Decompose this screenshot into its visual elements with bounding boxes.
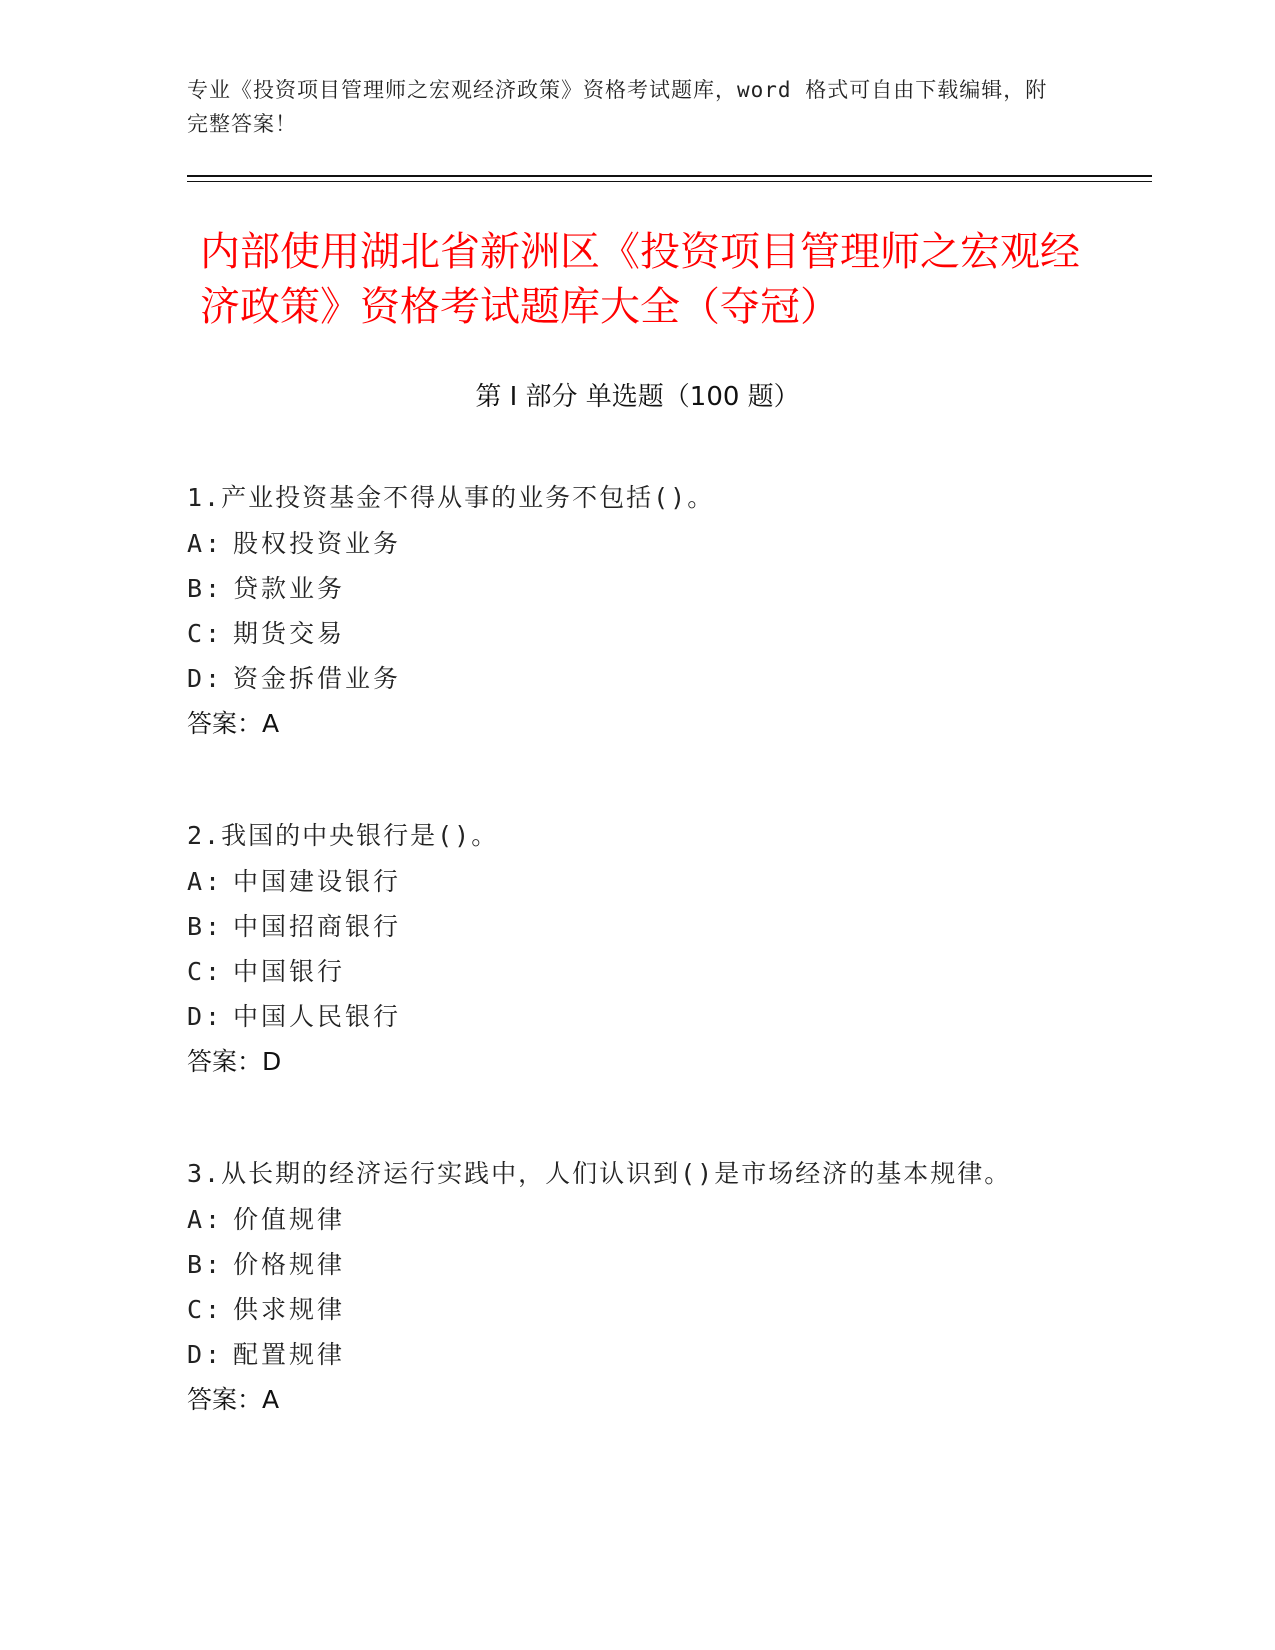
option-letter: D:: [187, 1340, 224, 1369]
section-title: 第 I 部分 单选题（100 题）: [475, 382, 800, 412]
option-b: [187, 1242, 1107, 1287]
option-letter: B:: [187, 574, 224, 603]
option-d: [187, 1332, 1107, 1377]
option-text: 价值规律: [233, 1205, 346, 1234]
option-letter: C:: [187, 1295, 224, 1324]
question-stem: 1.产业投资基金不得从事的业务不包括()。: [187, 483, 715, 512]
option-text: 中国人民银行: [233, 1002, 402, 1031]
question-2: [187, 813, 1107, 1085]
option-letter: B:: [187, 1250, 224, 1279]
option-c: [187, 949, 1107, 994]
option-text: 期货交易: [233, 619, 346, 648]
option-text: 中国招商银行: [233, 912, 402, 941]
question-list: [187, 475, 1107, 1489]
option-letter: D:: [187, 1002, 224, 1031]
option-a: [187, 521, 1107, 566]
answer: 答案：D: [187, 1047, 282, 1076]
option-d: [187, 656, 1107, 701]
option-c: [187, 1287, 1107, 1332]
option-text: 资金拆借业务: [233, 664, 402, 693]
option-text: 供求规律: [233, 1295, 346, 1324]
option-c: [187, 611, 1107, 656]
option-letter: B:: [187, 912, 224, 941]
option-letter: A:: [187, 1205, 224, 1234]
option-text: 股权投资业务: [233, 529, 402, 558]
header-rule-thick: [187, 175, 1152, 177]
question-1: [187, 475, 1107, 747]
option-letter: A:: [187, 529, 224, 558]
option-text: 中国建设银行: [233, 867, 402, 896]
option-b: [187, 904, 1107, 949]
option-letter: A:: [187, 867, 224, 896]
option-letter: D:: [187, 664, 224, 693]
header-rule-thin: [187, 181, 1152, 182]
option-a: [187, 859, 1107, 904]
header-note: 专业《投资项目管理师之宏观经济政策》资格考试题库，word 格式可自由下载编辑，附完整答案！: [187, 78, 1048, 136]
option-text: 中国银行: [233, 957, 346, 986]
option-b: [187, 566, 1107, 611]
question-stem: 2.我国的中央银行是()。: [187, 821, 499, 850]
answer: 答案：A: [187, 1385, 280, 1414]
option-letter: C:: [187, 957, 224, 986]
document-title: 内部使用湖北省新洲区《投资项目管理师之宏观经济政策》资格考试题库大全（夺冠）: [200, 229, 1080, 330]
option-text: 配置规律: [233, 1340, 346, 1369]
option-text: 价格规律: [233, 1250, 346, 1279]
option-text: 贷款业务: [233, 574, 346, 603]
answer: 答案：A: [187, 709, 280, 738]
question-3: [187, 1151, 1107, 1423]
option-d: [187, 994, 1107, 1039]
option-a: [187, 1197, 1107, 1242]
question-stem: 3.从长期的经济运行实践中，人们认识到()是市场经济的基本规律。: [187, 1159, 1012, 1188]
option-letter: C:: [187, 619, 224, 648]
